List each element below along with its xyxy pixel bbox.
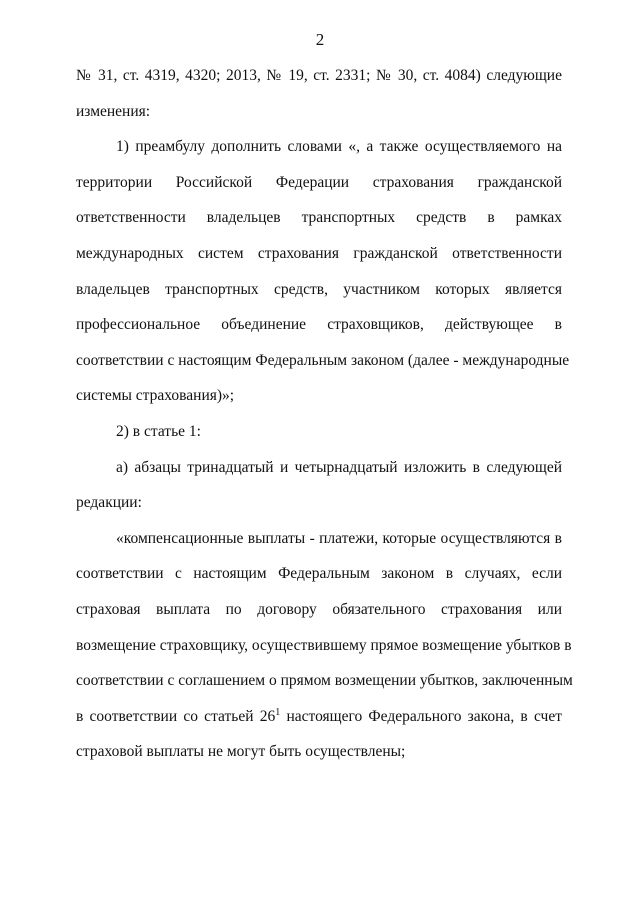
text-segment: в соответствии со статьей 26: [76, 707, 276, 725]
text-line: территории Российской Федерации страхования гражданской: [76, 173, 562, 191]
superscript: 1: [275, 706, 281, 718]
text-line: «компенсационные выплаты - платежи, которые осуществляются в: [116, 529, 562, 547]
text-line: возмещение страховщику, осуществившему прямое возмещение убытков в: [76, 636, 572, 654]
text-line: соответствии с настоящим Федеральным законом в случаях, если: [76, 565, 562, 583]
page-number: 2: [315, 30, 325, 49]
text-line: № 31, ст. 4319, 4320; 2013, № 19, ст. 2331; № 30, ст. 4084) следующие: [76, 67, 562, 84]
text-line: соответствии с соглашением о прямом возмещении убытков, заключенным: [76, 672, 573, 690]
text-line: [76, 707, 562, 743]
document-body: [76, 66, 573, 778]
text-line: соответствии с настоящим Федеральным законом (далее - международные: [76, 351, 570, 369]
text-line: изменения:: [76, 102, 151, 120]
text-line: профессиональное объединение страховщиков, действующее в: [76, 316, 562, 334]
text-line: страховая выплата по договору обязательного страхования или: [76, 600, 562, 618]
text-line: 1) преамбулу дополнить словами «, а также осуществляемого на: [116, 138, 562, 156]
text-line: а) абзацы тринадцатый и четырнадцатый изложить в следующей: [116, 458, 562, 476]
text-line: международных систем страхования гражданской ответственности: [76, 244, 562, 262]
text-segment: настоящего Федерального закона, в счет: [280, 707, 562, 725]
text-line: страховой выплаты не могут быть осуществлены;: [76, 743, 406, 761]
text-line: ответственности владельцев транспортных средств в рамках: [76, 209, 562, 227]
text-line: редакции:: [76, 494, 142, 512]
text-line: владельцев транспортных средств, участником которых является: [76, 280, 562, 298]
text-line: системы страхования)»;: [76, 387, 235, 405]
text-line: 2) в статье 1:: [116, 422, 201, 440]
